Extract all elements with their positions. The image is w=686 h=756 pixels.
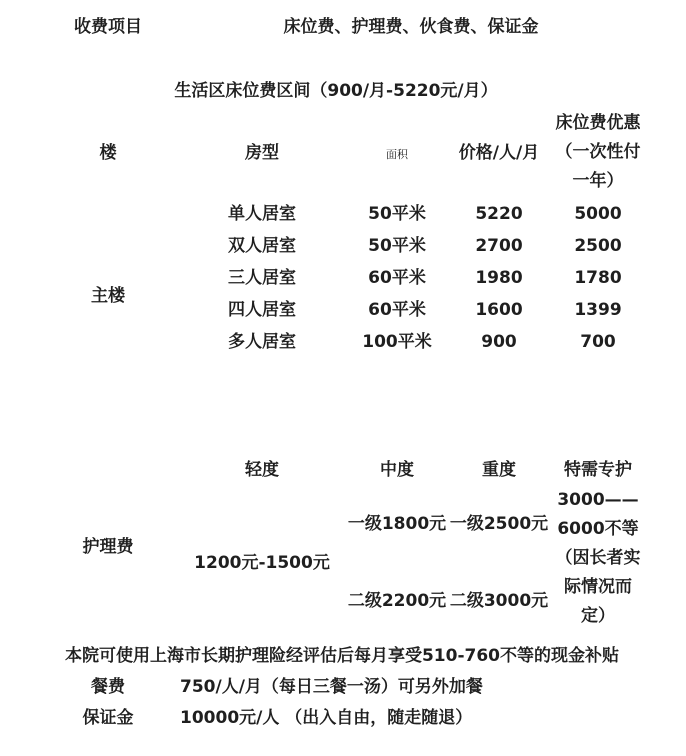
care-light-fee: 1200元-1500元 — [194, 553, 330, 573]
care-medium-level2: 二级2200元 — [347, 591, 447, 611]
care-special-fee — [556, 486, 641, 631]
fee-items-label: 收费项目 — [74, 17, 142, 37]
row-room: 三人居室 — [228, 268, 296, 288]
deposit-value: 10000元/人 （出入自由，随走随退） — [180, 708, 473, 728]
care-special-line: （因长者实 — [555, 548, 641, 568]
row-area: 50平米 — [368, 204, 426, 224]
col-discount-line: 一年） — [572, 171, 624, 191]
care-heavy-level1: 一级2500元 — [449, 514, 549, 534]
row-discount: 2500 — [574, 236, 622, 256]
meal-label: 餐费 — [91, 677, 125, 697]
care-special-line: 6000不等 — [557, 519, 639, 539]
care-special-line: 3000—— — [557, 490, 639, 510]
care-fee-label: 护理费 — [82, 537, 134, 557]
care-col-medium: 中度 — [380, 460, 414, 480]
care-col-special: 特需专护 — [564, 460, 632, 480]
row-price: 900 — [481, 332, 517, 352]
care-medium-level1: 一级1800元 — [347, 514, 447, 534]
insurance-note: 本院可使用上海市长期护理险经评估后每月享受510-760不等的现金补贴 — [64, 646, 620, 666]
col-discount-line: （一次性付 — [555, 142, 641, 162]
col-area: 面积 — [386, 148, 408, 161]
deposit-label: 保证金 — [82, 708, 134, 728]
bed-section-title: 生活区床位费区间（900/月-5220元/月） — [174, 81, 498, 101]
col-discount — [556, 109, 641, 196]
row-price: 1980 — [475, 268, 523, 288]
care-heavy-level2: 二级3000元 — [449, 591, 549, 611]
row-area: 100平米 — [362, 332, 432, 352]
row-room: 多人居室 — [228, 332, 296, 352]
fee-items-value: 床位费、护理费、伙食费、保证金 — [283, 17, 539, 37]
row-discount: 1399 — [574, 300, 622, 320]
care-special-line: 定） — [581, 606, 615, 626]
row-price: 5220 — [475, 204, 523, 224]
care-col-heavy: 重度 — [482, 460, 516, 480]
care-col-light: 轻度 — [245, 460, 279, 480]
row-discount: 5000 — [574, 204, 622, 224]
col-building: 楼 — [99, 143, 117, 163]
row-room: 单人居室 — [228, 204, 296, 224]
col-discount-line: 床位费优惠 — [555, 113, 641, 133]
row-area: 60平米 — [368, 300, 426, 320]
row-room: 双人居室 — [228, 236, 296, 256]
col-price: 价格/人/月 — [458, 143, 540, 163]
col-room-type: 房型 — [245, 143, 279, 163]
row-price: 1600 — [475, 300, 523, 320]
meal-value: 750/人/月（每日三餐一汤）可另外加餐 — [180, 677, 483, 697]
row-discount: 1780 — [574, 268, 622, 288]
care-special-line: 际情况而 — [564, 577, 632, 597]
row-area: 60平米 — [368, 268, 426, 288]
row-area: 50平米 — [368, 236, 426, 256]
row-discount: 700 — [580, 332, 616, 352]
building-name: 主楼 — [91, 286, 125, 306]
row-room: 四人居室 — [228, 300, 296, 320]
row-price: 2700 — [475, 236, 523, 256]
